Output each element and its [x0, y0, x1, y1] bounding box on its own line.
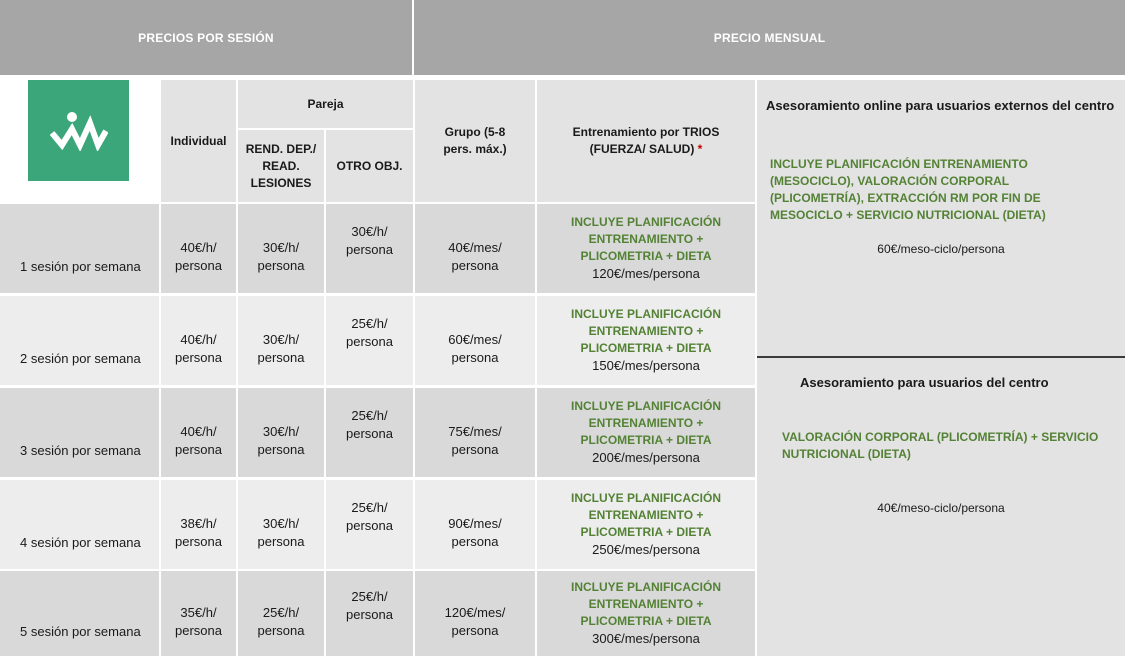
- row-label-cell: [0, 204, 159, 293]
- center-title: Asesoramiento para usuarios del centro: [800, 375, 1049, 390]
- row-rend-cell: [238, 571, 324, 656]
- trios-price: 150€/mes/persona: [592, 358, 700, 373]
- session-frequency-label: 2 sesión por semana: [20, 350, 141, 366]
- online-note: INCLUYE PLANIFICACIÓN ENTRENAMIENTO (MESOCICLO), VALORACIÓN CORPORAL (PLICOMETRÍA), EXTRACCIÓN RM POR FIN DE MESOCICLO + SERVICIO NUTRICIONAL (DIETA): [770, 157, 1046, 222]
- price-value: 30€/h/ persona: [346, 223, 393, 257]
- price-value: 120€/mes/ persona: [444, 604, 506, 638]
- col-header-rend: REND. DEP./ READ. LESIONES: [238, 130, 324, 202]
- row-individual-cell: [161, 480, 236, 569]
- trios-price: 200€/mes/persona: [592, 450, 700, 465]
- row-trios-cell: [537, 388, 755, 477]
- row-otro-cell: [326, 571, 413, 656]
- price-value: 35€/h/ persona: [175, 604, 222, 638]
- row-trios-cell: [537, 204, 755, 293]
- row-grupo-cell: [415, 571, 535, 656]
- price-value: 40€/h/ persona: [175, 423, 222, 457]
- price-value: 25€/h/ persona: [346, 315, 393, 349]
- price-value: 25€/h/ persona: [257, 604, 305, 638]
- price-value: 38€/h/ persona: [175, 515, 222, 549]
- row-individual-cell: [161, 571, 236, 656]
- row-label-cell: [0, 388, 159, 477]
- trios-price: 120€/mes/persona: [592, 266, 700, 281]
- price-value: 30€/h/ persona: [257, 423, 305, 457]
- logo-mark-icon: [50, 111, 108, 151]
- col-header-trios: [537, 80, 755, 202]
- online-title: Asesoramiento online para usuarios externos del centro: [766, 98, 1115, 113]
- center-panel: [757, 358, 1125, 656]
- session-frequency-label: 1 sesión por semana: [20, 258, 141, 274]
- row-trios-cell: [537, 296, 755, 385]
- session-frequency-label: 5 sesión por semana: [20, 623, 141, 639]
- price-value: 30€/h/ persona: [257, 515, 305, 549]
- header-per-session: PRECIOS POR SESIÓN: [0, 0, 412, 75]
- col-header-pareja: Pareja: [238, 80, 413, 128]
- center-note: VALORACIÓN CORPORAL (PLICOMETRÍA) + SERVICIO NUTRICIONAL (DIETA): [782, 430, 1099, 461]
- row-otro-cell: [326, 388, 413, 477]
- row-trios-cell: [537, 571, 755, 656]
- col-header-individual: Individual: [161, 80, 236, 202]
- row-rend-cell: [238, 204, 324, 293]
- price-value: 30€/h/ persona: [257, 331, 305, 365]
- price-value: 25€/h/ persona: [346, 407, 393, 441]
- row-individual-cell: [161, 388, 236, 477]
- price-value: 25€/h/ persona: [346, 588, 393, 622]
- row-rend-cell: [238, 388, 324, 477]
- row-otro-cell: [326, 204, 413, 293]
- row-label-cell: [0, 296, 159, 385]
- trios-includes-note: INCLUYE PLANIFICACIÓN ENTRENAMIENTO + PLICOMETRIA + DIETA: [571, 580, 721, 628]
- session-frequency-label: 4 sesión por semana: [20, 534, 141, 550]
- brand-logo: [28, 80, 129, 181]
- price-value: 60€/mes/ persona: [448, 331, 502, 365]
- row-grupo-cell: [415, 204, 535, 293]
- price-value: 30€/h/ persona: [257, 239, 305, 273]
- price-value: 25€/h/ persona: [346, 499, 393, 533]
- header-monthly: PRECIO MENSUAL: [414, 0, 1125, 75]
- col-header-grupo: Grupo (5-8 pers. máx.): [415, 80, 535, 202]
- trios-includes-note: INCLUYE PLANIFICACIÓN ENTRENAMIENTO + PLICOMETRIA + DIETA: [571, 215, 721, 263]
- col-header-trios-text: Entrenamiento por TRIOS (FUERZA/ SALUD) *: [572, 125, 720, 156]
- price-value: 75€/mes/ persona: [448, 423, 502, 457]
- price-value: 40€/mes/ persona: [448, 239, 502, 273]
- row-grupo-cell: [415, 480, 535, 569]
- row-grupo-cell: [415, 296, 535, 385]
- trios-price: 250€/mes/persona: [592, 542, 700, 557]
- row-otro-cell: [326, 296, 413, 385]
- price-value: 40€/h/ persona: [175, 239, 222, 273]
- online-price: 60€/meso-ciclo/persona: [877, 242, 1005, 256]
- trios-price: 300€/mes/persona: [592, 631, 700, 646]
- row-individual-cell: [161, 204, 236, 293]
- price-value: 90€/mes/ persona: [448, 515, 502, 549]
- center-price: 40€/meso-ciclo/persona: [877, 501, 1005, 515]
- session-frequency-label: 3 sesión por semana: [20, 442, 141, 458]
- row-trios-cell: [537, 480, 755, 569]
- row-rend-cell: [238, 480, 324, 569]
- row-individual-cell: [161, 296, 236, 385]
- online-panel: [757, 80, 1125, 356]
- row-grupo-cell: [415, 388, 535, 477]
- row-label-cell: [0, 480, 159, 569]
- price-value: 40€/h/ persona: [175, 331, 222, 365]
- trios-includes-note: INCLUYE PLANIFICACIÓN ENTRENAMIENTO + PLICOMETRIA + DIETA: [571, 491, 721, 539]
- row-rend-cell: [238, 296, 324, 385]
- asterisk-mark: *: [697, 142, 703, 156]
- trios-includes-note: INCLUYE PLANIFICACIÓN ENTRENAMIENTO + PLICOMETRIA + DIETA: [571, 399, 721, 447]
- row-label-cell: [0, 571, 159, 656]
- col-header-otro: OTRO OBJ.: [326, 130, 413, 202]
- row-otro-cell: [326, 480, 413, 569]
- trios-includes-note: INCLUYE PLANIFICACIÓN ENTRENAMIENTO + PLICOMETRIA + DIETA: [571, 307, 721, 355]
